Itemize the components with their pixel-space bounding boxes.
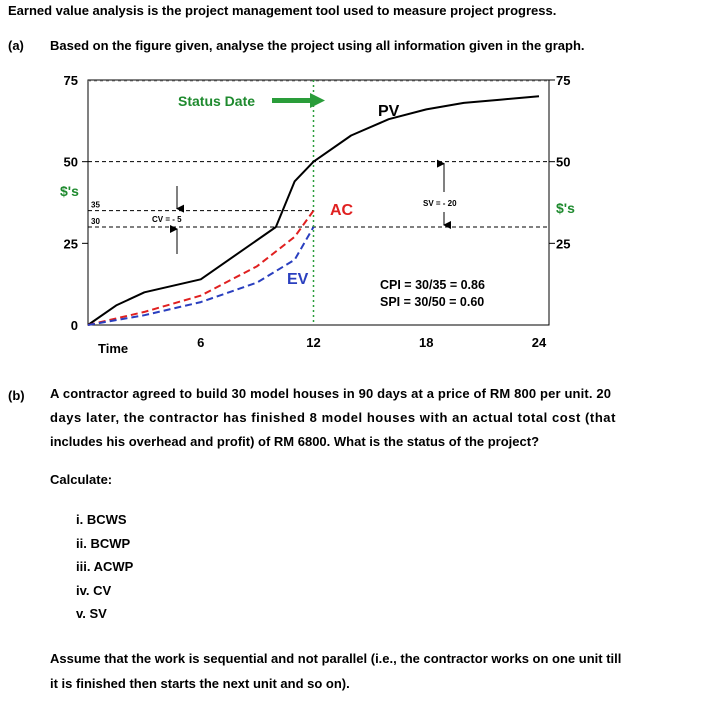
cv-annotation: CV = - 5 [152,215,182,224]
series-line-ev [88,227,314,325]
series-label-ac: AC [330,202,354,219]
x-tick-label: 12 [306,335,321,350]
y-tick-label: 50 [63,154,78,170]
part-a-label: (a) [8,38,24,53]
status-date-arrow-shaft [272,98,312,103]
y-right-tick-label: 25 [556,236,571,252]
earned-value-chart [0,60,703,360]
part-b-question-line-2: days later, the contractor has finished 8 model houses with an actual total cost (that [50,410,616,425]
y-tick-label: 0 [70,318,78,333]
status-date-arrow-head [310,93,325,108]
series-label-pv: PV [378,103,400,120]
y-tick-label: 75 [63,73,78,88]
part-a-question: Based on the figure given, analyse the project using all information given in the graph. [50,38,585,53]
assumption-line-1: Assume that the work is sequential and not parallel (i.e., the contractor works on one unit till [50,651,622,666]
x-tick-label: 18 [419,335,434,350]
ac-reference-value: 35 [91,200,100,210]
cpi-annotation: CPI = 30/35 = 0.86 [380,278,485,292]
y-axis-label-right: $'s [556,200,575,216]
spi-annotation: SPI = 30/50 = 0.60 [380,295,485,309]
calc-item: ii. BCWP [76,535,131,551]
y-axis-label-left: $'s [60,183,79,199]
assumption-line-2: it is finished then starts the next unit and so on). [50,676,350,691]
ev-reference-value: 30 [91,217,100,226]
calc-item: v. SV [76,606,107,621]
part-b-question-line-1: A contractor agreed to build 30 model houses in 90 days at a price of RM 800 per unit. 20 [50,386,612,401]
part-b-label: (b) [8,388,25,403]
sv-annotation: SV = - 20 [423,199,457,208]
x-tick-label: 6 [197,335,205,350]
series-label-ev: EV [287,271,309,288]
x-axis-label: Time [98,341,129,356]
y-right-tick-label: 75 [556,73,571,88]
y-tick-label: 25 [63,236,78,252]
x-tick-label: 24 [531,335,547,350]
calc-item: iv. CV [76,582,112,598]
status-date-label: Status Date [178,93,256,109]
calc-item: i. BCWS [76,512,127,527]
y-right-tick-label: 50 [556,154,571,170]
intro-text: Earned value analysis is the project management tool used to measure project progress. [8,3,557,18]
calc-item: iii. ACWP [76,559,134,574]
calculate-label: Calculate: [50,472,113,487]
part-b-question-line-3: includes his overhead and profit) of RM 6800. What is the status of the project? [50,434,540,449]
